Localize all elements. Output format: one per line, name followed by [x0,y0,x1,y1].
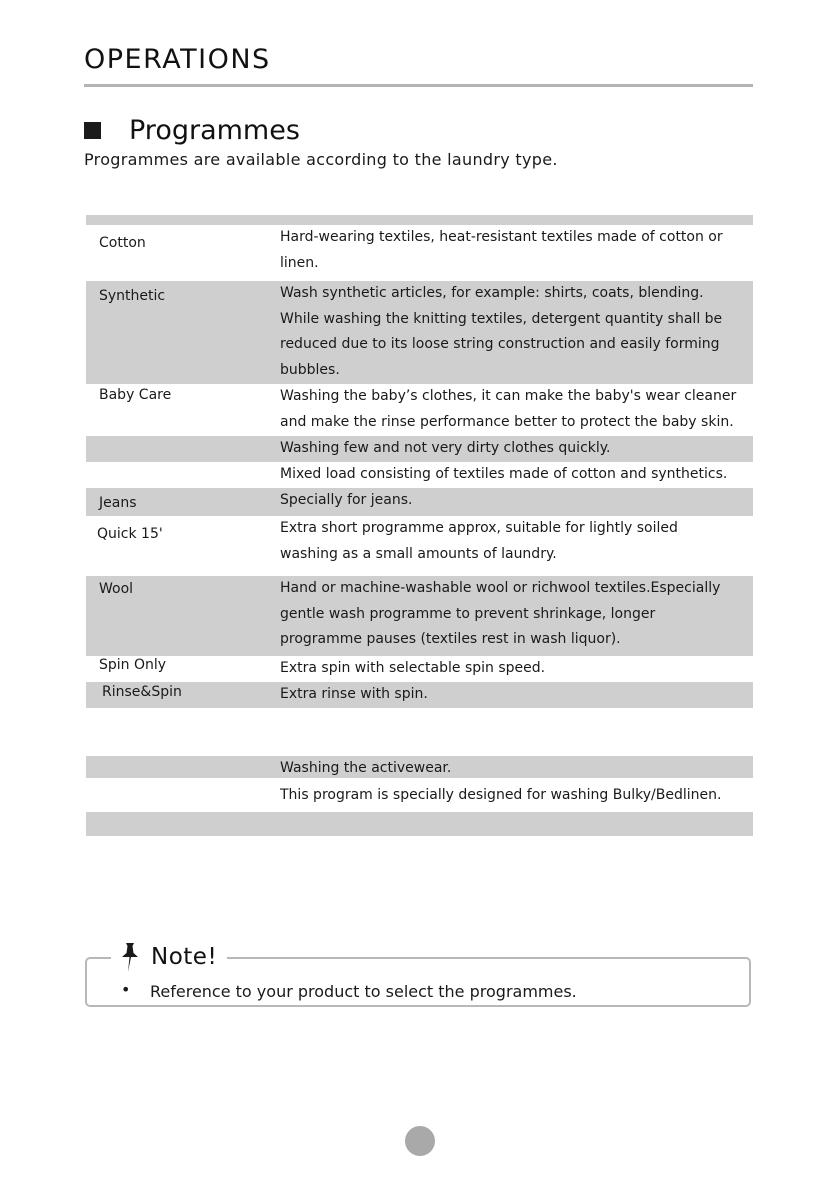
table-top-bar [86,215,753,225]
header-rule [84,84,753,87]
programme-row [86,225,753,281]
programme-row [86,436,753,462]
description-line: gentle wash programme to prevent shrinkage, longer [280,605,656,622]
programme-name: Synthetic [99,288,166,304]
programme-row [86,281,753,384]
programme-description [280,682,750,708]
programme-row [86,656,753,682]
pushpin-icon [117,941,143,973]
page-number-marker [405,1126,435,1156]
programme-description [280,462,750,488]
note-title: Note! [151,944,218,970]
description-line: Extra short programme approx, suitable for lightly soiled [280,520,678,536]
description-line: Mixed load consisting of textiles made of cotton and synthetics. [280,466,728,482]
description-line: and make the rinse performance better to protect the baby skin. [280,413,734,430]
description-line: linen. [280,254,319,271]
description-line: reduced due to its loose string construction and easily forming [280,336,720,352]
description-line: washing as a small amounts of laundry. [280,545,557,562]
description-line: Hard-wearing textiles, heat-resistant textiles made of cotton or [280,229,723,245]
programme-name: Cotton [99,235,146,251]
programme-row [86,812,753,836]
description-line: This program is specially designed for washing Bulky/Bedlinen. [280,787,722,803]
programme-name: Spin Only [99,657,167,673]
programme-description [280,225,750,276]
square-icon [84,122,101,139]
programme-row [86,682,753,708]
programme-description [280,488,750,514]
description-line: Wash synthetic articles, for example: shirts, coats, blending. [280,285,704,301]
section-title-text: Programmes [129,114,300,146]
note-bullet: • [121,980,131,999]
description-line: Extra spin with selectable spin speed. [280,660,546,676]
description-line: Extra rinse with spin. [280,686,428,702]
description-line: Washing few and not very dirty clothes quickly. [280,440,611,456]
description-line: While washing the knitting textiles, detergent quantity shall be [280,310,723,327]
programme-description [280,783,750,809]
programme-description [280,384,750,435]
programme-name: Wool [99,581,134,597]
programme-row [86,708,753,756]
programme-row [86,516,753,576]
note-label [111,939,227,975]
programme-row [86,488,753,516]
description-line: Washing the baby’s clothes, it can make the baby's wear cleaner [280,388,737,404]
page-header: OPERATIONS [84,44,271,75]
programme-row [86,778,753,812]
section-title [84,112,300,148]
description-line: bubbles. [280,361,340,378]
programme-name: Quick 15' [97,526,163,542]
description-line: Washing the activewear. [280,760,452,776]
programme-description [280,281,750,383]
programme-description [280,656,750,682]
programme-row [86,756,753,778]
programme-name: Baby Care [99,387,172,403]
programme-description [280,516,750,567]
programme-description [280,436,750,462]
programme-row [86,384,753,436]
programme-row [86,576,753,656]
programme-row [86,462,753,488]
description-line: Hand or machine-washable wool or richwool textiles.Especially [280,580,721,596]
programme-name: Jeans [99,495,137,511]
section-intro: Programmes are available according to the laundry type. [84,150,558,169]
programme-name: Rinse&Spin [102,684,182,700]
programme-description [280,576,750,653]
description-line: programme pauses (textiles rest in wash liquor). [280,631,621,647]
note-item: Reference to your product to select the programmes. [150,982,577,1001]
description-line: Specially for jeans. [280,492,413,508]
